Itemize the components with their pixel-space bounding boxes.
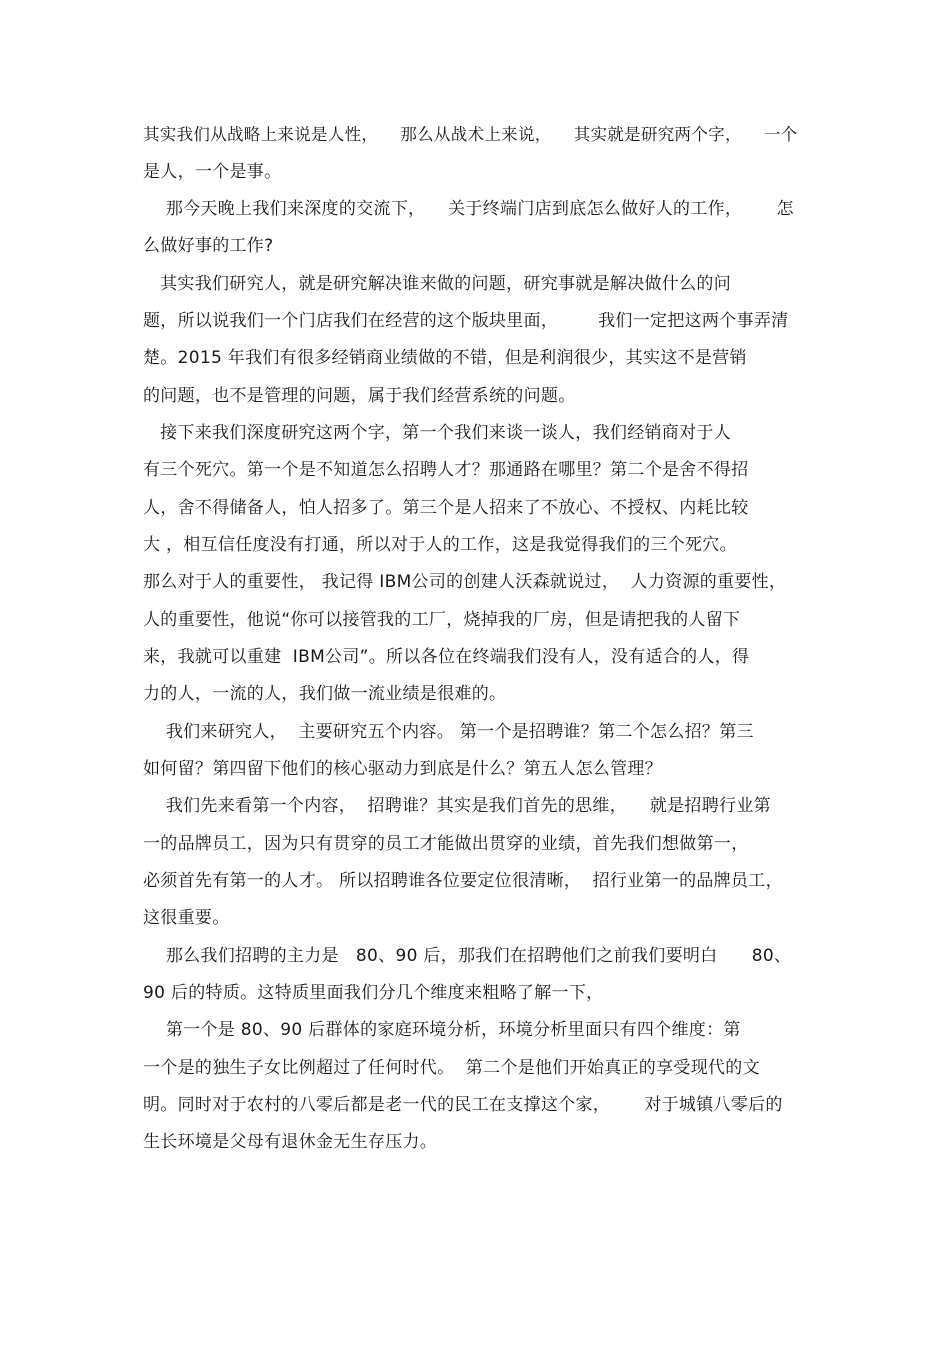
text-line: 那么对于人的重要性， 我记得 IBM公司的创建人沃森就说过， 人力资源的重要性， bbox=[143, 572, 787, 592]
text-line: 一的品牌员工，因为只有贯穿的员工才能做出贯穿的业绩，首先我们想做第一， bbox=[143, 834, 749, 854]
text-line: 其实我们从战略上来说是人性， 那么从战术上来说， 其实就是研究两个字， 一个 bbox=[143, 125, 798, 144]
text-line: 接下来我们深度研究这两个字，第一个我们来谈一谈人，我们经销商对于人 bbox=[143, 423, 732, 443]
text-line: 来，我就可以重建 IBM公司”。所以各位在终端我们没有人，没有适合的人，得 bbox=[143, 647, 750, 667]
text-line: 那么我们招聘的主力是 80、90 后，那我们在招聘他们之前我们要明白 80、 bbox=[143, 946, 792, 966]
text-line: 其实我们研究人，就是研究解决谁来做的问题，研究事就是解决做什么的问 bbox=[143, 274, 732, 294]
text-line: 明。同时对于农村的八零后都是老一代的民工在支撑这个家， 对于城镇八零后的 bbox=[143, 1095, 783, 1115]
text-line: 么做好事的工作? bbox=[143, 236, 274, 256]
text-line: 第一个是 80、90 后群体的家庭环境分析，环境分析里面只有四个维度：第 bbox=[143, 1020, 741, 1040]
text-line: 有三个死穴。第一个是不知道怎么招聘人才？那通路在哪里？第二个是舍不得招 bbox=[143, 460, 749, 480]
text-line: 必须首先有第一的人才。 所以招聘谁各位要定位很清晰， 招行业第一的品牌员工， bbox=[143, 871, 783, 891]
text-line: 我们先来看第一个内容， 招聘谁？其实是我们首先的思维， 就是招聘行业第 bbox=[143, 796, 771, 816]
text-line: 生长环境是父母有退休金无生存压力。 bbox=[143, 1132, 438, 1152]
text-line: 大 ，相互信任度没有打通，所以对于人的工作，这是我觉得我们的三个死穴。 bbox=[143, 535, 737, 555]
text-line: 楚。2015 年我们有很多经销商业绩做的不错，但是利润很少，其实这不是营销 bbox=[143, 348, 747, 368]
text-line: 人，舍不得储备人，怕人招多了。第三个是人招来了不放心、不授权、内耗比较 bbox=[143, 498, 749, 518]
text-line: 一个是的独生子女比例超过了任何时代。 第二个是他们开始真正的享受现代的文 bbox=[143, 1058, 760, 1078]
text-line: 力的人，一流的人，我们做一流业绩是很难的。 bbox=[143, 684, 507, 704]
text-line: 如何留？第四留下他们的核心驱动力到底是什么？第五人怎么管理？ bbox=[143, 759, 662, 779]
text-line: 题，所以说我们一个门店我们在经营的这个版块里面， 我们一定把这两个事弄清 bbox=[143, 311, 789, 331]
text-line: 90 后的特质。这特质里面我们分几个维度来粗略了解一下， bbox=[143, 983, 604, 1003]
text-line: 人的重要性，他说“你可以接管我的工厂，烧掉我的厂房，但是请把我的人留下 bbox=[143, 610, 741, 630]
text-line: 的问题，也不是管理的问题，属于我们经营系统的问题。 bbox=[143, 386, 576, 406]
text-line: 我们来研究人， 主要研究五个内容。 第一个是招聘谁？第二个怎么招？第三 bbox=[143, 722, 754, 742]
text-line: 那今天晚上我们来深度的交流下， 关于终端门店到底怎么做好人的工作， 怎 bbox=[143, 199, 794, 219]
text-line: 这很重要。 bbox=[143, 908, 230, 928]
text-line: 是人，一个是事。 bbox=[143, 162, 282, 182]
